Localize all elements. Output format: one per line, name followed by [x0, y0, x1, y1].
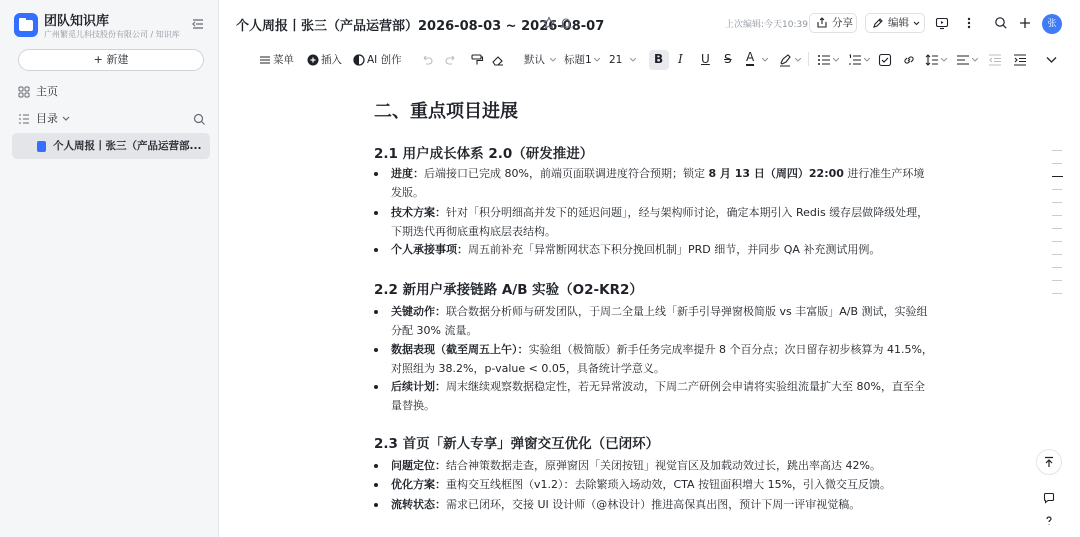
- last-edit-status: 上次编辑:今天10:39: [725, 20, 808, 30]
- share-icon: [816, 17, 828, 29]
- page-title: 个人周报丨张三（产品运营部）2026-08-03 ~ 2026-08-07: [236, 19, 605, 34]
- item-text: 针对「积分明细高并发下的延迟问题」，经与架构师讨论，确定本期引入 Redis 缓存层做降级处理，下期迭代再彻底重构底层表结构。: [391, 206, 929, 238]
- doc-header: [220, 0, 1080, 46]
- list-item: [374, 303, 934, 340]
- subsection-heading: 2.2 新用户承接链路 A/B 实验（O2-KR2）: [374, 282, 643, 298]
- chevron-down-icon[interactable]: [1046, 56, 1057, 64]
- chevron-down-icon: [550, 58, 556, 62]
- item-text: 后端接口已完成 80%，前端页面联调进度符合预期；锁定: [424, 167, 709, 180]
- chevron-down-icon: [630, 58, 636, 62]
- knowledge-base-header[interactable]: [14, 10, 214, 42]
- subsection-heading: 2.1 用户成长体系 2.0（研发推进）: [374, 146, 594, 162]
- bullet-dot: [374, 211, 378, 215]
- item-text: 周末继续观察数据稳定性，若无异常波动，下周二产研例会申请将实验组流量扩大至 80%，直至全量替换。: [391, 380, 925, 412]
- edit-button[interactable]: [865, 13, 925, 33]
- bullet-dot: [374, 483, 378, 487]
- item-label: 后续计划：: [391, 380, 446, 393]
- list-item: [374, 341, 934, 378]
- list-item: [374, 204, 934, 241]
- new-button[interactable]: + 新建: [18, 49, 204, 71]
- plus-circle-icon: [306, 53, 320, 67]
- search-icon[interactable]: [193, 113, 206, 126]
- document-icon: [37, 141, 46, 152]
- share-label: 分享: [832, 17, 853, 29]
- chevron-down-icon: [762, 58, 768, 62]
- bold-icon[interactable]: B: [654, 52, 664, 66]
- document-body: [220, 74, 1040, 537]
- undo-icon[interactable]: [420, 53, 434, 67]
- line-height-icon[interactable]: [925, 53, 939, 67]
- folder-icon: [14, 13, 38, 37]
- section-heading: 二、重点项目进展: [374, 101, 518, 122]
- bullet-dot: [374, 248, 378, 252]
- kb-breadcrumb: 广州繁觅儿科技股份有限公司 / 知识库: [44, 30, 180, 39]
- checkbox-icon[interactable]: [878, 53, 892, 67]
- bullet-dot: [374, 172, 378, 176]
- star-icon[interactable]: [542, 16, 556, 30]
- list-item: [374, 476, 934, 495]
- edit-label: 编辑: [888, 17, 909, 29]
- outline-marker[interactable]: [1052, 189, 1062, 190]
- arrow-up-icon: [1043, 456, 1055, 468]
- link-icon[interactable]: [902, 53, 916, 67]
- font-size-select[interactable]: 21: [609, 54, 623, 66]
- outline-marker[interactable]: [1052, 293, 1062, 294]
- eraser-icon[interactable]: [491, 53, 505, 67]
- outline-marker[interactable]: [1052, 254, 1062, 255]
- chevron-down-icon: [913, 21, 920, 26]
- highlight-icon[interactable]: [778, 53, 792, 67]
- chevron-down-icon: [941, 58, 947, 62]
- grid-icon: [18, 86, 30, 98]
- outline-marker[interactable]: [1052, 202, 1062, 203]
- bullet-dot: [374, 464, 378, 468]
- ai-icon: [352, 53, 366, 67]
- item-text: 结合神策数据走查，原弹窗因「关闭按钮」视觉盲区及加载动效过长，跳出率高达 42%。: [446, 459, 881, 472]
- item-text: 联合数据分析师与研发团队，于周二全量上线「新手引导弹窗极简版 vs 丰富版」A/B 测试，实验组分配 30% 流量。: [391, 305, 928, 337]
- indent-icon[interactable]: [1013, 53, 1027, 67]
- chevron-down-icon: [833, 58, 839, 62]
- kb-title: 团队知识库: [44, 14, 110, 29]
- collapse-sidebar-icon[interactable]: [190, 16, 206, 32]
- bullet-dot: [374, 348, 378, 352]
- share-button[interactable]: [809, 13, 857, 33]
- list-item: [374, 496, 934, 515]
- underline-icon[interactable]: U: [701, 52, 710, 66]
- outline-marker[interactable]: [1052, 267, 1062, 268]
- present-icon[interactable]: [935, 16, 949, 30]
- insert-button[interactable]: 插入: [321, 54, 342, 66]
- item-text: 需求已闭环，交接 UI 设计师（@林设计）推进高保真出图，预计下周一评审视觉稿。: [446, 498, 861, 511]
- outdent-icon[interactable]: [988, 53, 1002, 67]
- list-icon: [18, 113, 30, 125]
- plus-icon[interactable]: [1018, 16, 1032, 30]
- menu-icon: [260, 53, 270, 67]
- bullet-dot: [374, 503, 378, 507]
- bullet-list-icon[interactable]: [817, 53, 831, 67]
- pencil-icon: [872, 17, 884, 29]
- outline-marker[interactable]: [1052, 163, 1062, 164]
- text-color-icon[interactable]: A: [746, 50, 755, 64]
- redo-icon[interactable]: [444, 53, 458, 67]
- item-label: 个人承接事项：: [391, 243, 468, 256]
- chevron-down-icon: [594, 58, 600, 62]
- item-text: 实验组（极简版）新手任务完成率提升 8 个百分点；次日留存初步核算为 41.5%，对照组为 38.2%，p-value < 0.05，具备统计学意义。: [391, 343, 933, 375]
- item-label: 技术方案：: [391, 206, 446, 219]
- item-text: 周五前补充「异常断网状态下积分挽回机制」PRD 细节，并同步 QA 补充测试用例。: [468, 243, 881, 256]
- help-icon[interactable]: [1043, 515, 1055, 527]
- chevron-down-icon: [62, 116, 70, 122]
- item-text: 进行准生产环境发版。: [391, 167, 925, 199]
- subsection-heading: 2.3 首页「新人专享」弹窗交互优化（已闭环）: [374, 436, 660, 452]
- ai-create-button[interactable]: AI 创作: [367, 54, 402, 66]
- outline-marker[interactable]: [1052, 280, 1062, 281]
- toolbar-divider: [808, 52, 809, 66]
- item-label: 优化方案：: [391, 478, 446, 491]
- item-label: 流转状态：: [391, 498, 446, 511]
- chevron-down-icon: [795, 58, 801, 62]
- sidebar-item-doc[interactable]: [12, 133, 210, 159]
- outline-marker[interactable]: [1052, 150, 1062, 151]
- search-icon[interactable]: [994, 16, 1008, 30]
- item-label: 数据表现（截至周五上午）：: [391, 343, 529, 356]
- chevron-down-icon: [972, 58, 978, 62]
- sidebar-item-label: 个人周报丨张三（产品运营部...: [53, 140, 202, 152]
- menu-button[interactable]: 菜单: [273, 54, 294, 66]
- numbered-list-icon[interactable]: [848, 53, 862, 67]
- item-label: 问题定位：: [391, 459, 446, 472]
- outline-marker[interactable]: [1052, 228, 1062, 229]
- item-label: 关键动作：: [391, 305, 446, 318]
- bullet-dot: [374, 385, 378, 389]
- strikethrough-icon[interactable]: S: [724, 52, 732, 66]
- heading-select[interactable]: 标题1: [564, 54, 592, 66]
- bullet-dot: [374, 310, 378, 314]
- outline-marker[interactable]: [1052, 241, 1062, 242]
- more-vertical-icon[interactable]: [962, 16, 976, 30]
- list-item: [374, 241, 934, 260]
- sidebar-item-home[interactable]: [18, 82, 198, 102]
- outline-marker[interactable]: [1052, 215, 1062, 216]
- italic-icon[interactable]: I: [678, 52, 683, 66]
- item-label: 进度：: [391, 167, 424, 180]
- item-text: 重构交互线框图（v1.2）：去除繁琐入场动效，CTA 按钮面积增大 15%，引入微交互反馈。: [446, 478, 892, 491]
- bell-icon[interactable]: [559, 16, 573, 30]
- list-item: [374, 378, 934, 415]
- item-highlight: 8 月 13 日（周四）22:00: [708, 167, 844, 180]
- sidebar-item-label: 主页: [36, 85, 58, 98]
- sidebar-item-toc[interactable]: [18, 109, 178, 129]
- list-item: [374, 457, 934, 476]
- avatar[interactable]: 张: [1042, 14, 1062, 34]
- outline-marker-active[interactable]: [1052, 176, 1063, 177]
- comment-icon[interactable]: [1043, 492, 1055, 504]
- chevron-down-icon: [864, 58, 870, 62]
- sidebar: [0, 0, 219, 537]
- sidebar-item-label: 目录: [36, 112, 58, 125]
- font-family-select[interactable]: 默认: [524, 54, 545, 66]
- align-icon[interactable]: [956, 53, 970, 67]
- list-item: [374, 165, 934, 202]
- format-painter-icon[interactable]: [470, 53, 484, 67]
